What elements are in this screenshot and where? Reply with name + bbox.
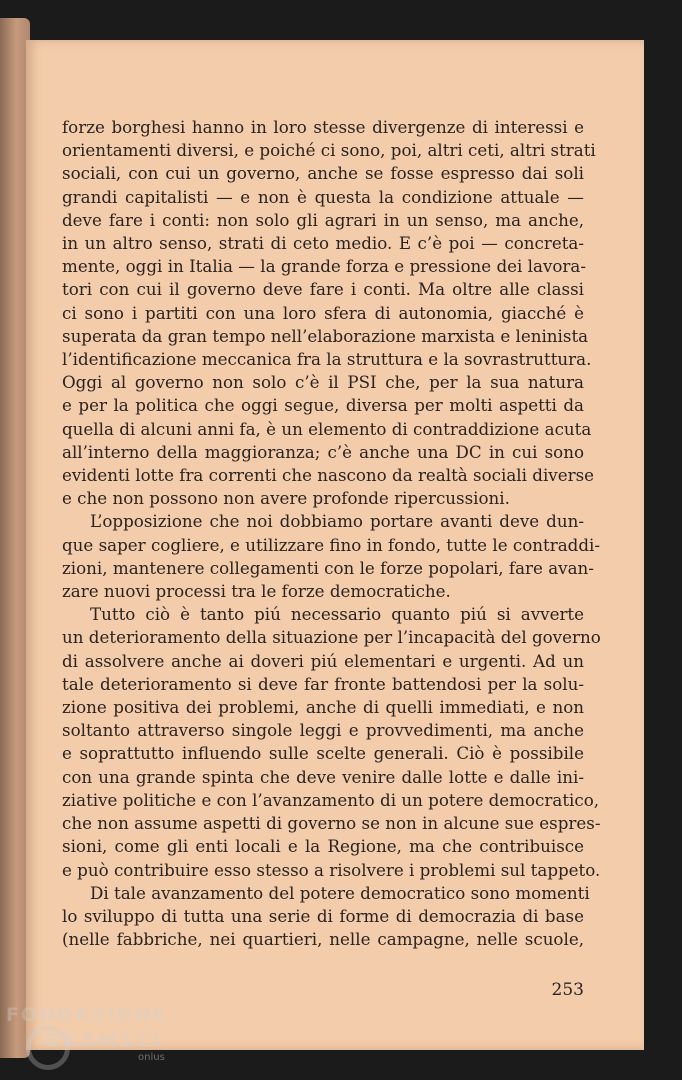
text-line: forze borghesi hanno in loro stesse divergenze di interessi e (62, 117, 584, 137)
text-line: mente, oggi in Italia — la grande forza e pressione dei lavora- (62, 256, 586, 277)
text-line: Oggi al governo non solo c’è il PSI che, per la sua natura (62, 372, 584, 393)
text-line: e per la politica che oggi segue, diversa per molti aspetti da (62, 395, 584, 416)
text-line: all’interno della maggioranza; c’è anche una DC in cui sono (62, 441, 584, 462)
text-line: zioni, mantenere collegamenti con le forze popolari, fare avan- (62, 557, 594, 578)
text-line: in un altro senso, strati di ceto medio. E c’è poi — concreta- (62, 233, 584, 254)
text-line: superata da gran tempo nell’elaborazione marxista e leninista (62, 325, 589, 346)
text-line: ziative politiche e con l’avanzamento di un potere democratico, (62, 789, 600, 810)
watermark-line2: GRAMSCI (44, 1030, 164, 1052)
text-line: (nelle fabbriche, nei quartieri, nelle campagne, nelle scuole, (62, 929, 584, 950)
text-line: che non assume aspetti di governo se non in alcune sue espres- (62, 813, 601, 834)
paragraph (62, 882, 590, 952)
text-line: grandi capitalisti — e non è questa la condizione attuale — (62, 186, 584, 207)
text-line: sioni, come gli enti locali e la Regione, ma che contribuisce (62, 836, 584, 857)
text-line: un deterioramento della situazione per l’incapacità del governo (62, 627, 601, 648)
text-line: lo sviluppo di tutta una serie di forme di democrazia di base (62, 905, 584, 926)
text-line: tale deterioramento si deve far fronte battendosi per la solu- (62, 673, 584, 694)
text-line: L’opposizione che noi dobbiamo portare avanti deve dun- (90, 511, 584, 532)
text-line: Di tale avanzamento del potere democratico sono momenti (90, 882, 590, 903)
watermark-sub: onlus (138, 1052, 165, 1063)
text-line: sociali, con cui un governo, anche se fosse espresso dai soli (62, 163, 584, 184)
text-line: deve fare i conti: non solo gli agrari in un senso, ma anche, (62, 209, 584, 230)
text-line: e può contribuire esso stesso a risolvere i problemi sul tappeto. (62, 859, 601, 880)
text-line: evidenti lotte fra correnti che nascono da realtà sociali diverse (62, 465, 595, 486)
text-line: Tutto ciò è tanto piú necessario quanto piú si avverte (90, 604, 584, 625)
text-line: l’identificazione meccanica fra la struttura e la sovrastruttura. (62, 349, 592, 370)
text-line: e soprattutto influendo sulle scelte generali. Ciò è possibile (62, 743, 584, 764)
watermark-line1: FONDAZIONE (6, 1004, 168, 1026)
text-line: zione positiva dei problemi, anche di quelli immediati, e non (62, 697, 584, 718)
text-line: que saper cogliere, e utilizzare fino in fondo, tutte le contraddi- (62, 534, 600, 555)
text-line: tori con cui il governo deve fare i conti. Ma oltre alle classi (62, 279, 584, 300)
text-line: di assolvere anche ai doveri piú elementari e urgenti. Ad un (62, 650, 584, 671)
page-number: 253 (551, 980, 584, 1000)
text-line: soltanto attraverso singole leggi e provvedimenti, ma anche (62, 720, 584, 741)
fondazione-gramsci-watermark (6, 1004, 176, 1076)
paragraph (62, 116, 596, 510)
text-line: e che non possono non avere profonde ripercussioni. (62, 488, 510, 509)
text-line: ci sono i partiti con una loro sfera di autonomia, giacché è (62, 302, 584, 323)
body-text (62, 116, 601, 951)
text-line: orientamenti diversi, e poiché ci sono, poi, altri ceti, altri strati (62, 140, 596, 161)
paragraph (62, 603, 601, 881)
paragraph (62, 510, 600, 603)
text-line: con una grande spinta che deve venire dalle lotte e dalle ini- (62, 766, 584, 787)
text-line: quella di alcuni anni fa, è un elemento di contraddizione acuta (62, 418, 592, 439)
text-line: zare nuovi processi tra le forze democratiche. (62, 581, 451, 602)
book-page (26, 40, 644, 1050)
